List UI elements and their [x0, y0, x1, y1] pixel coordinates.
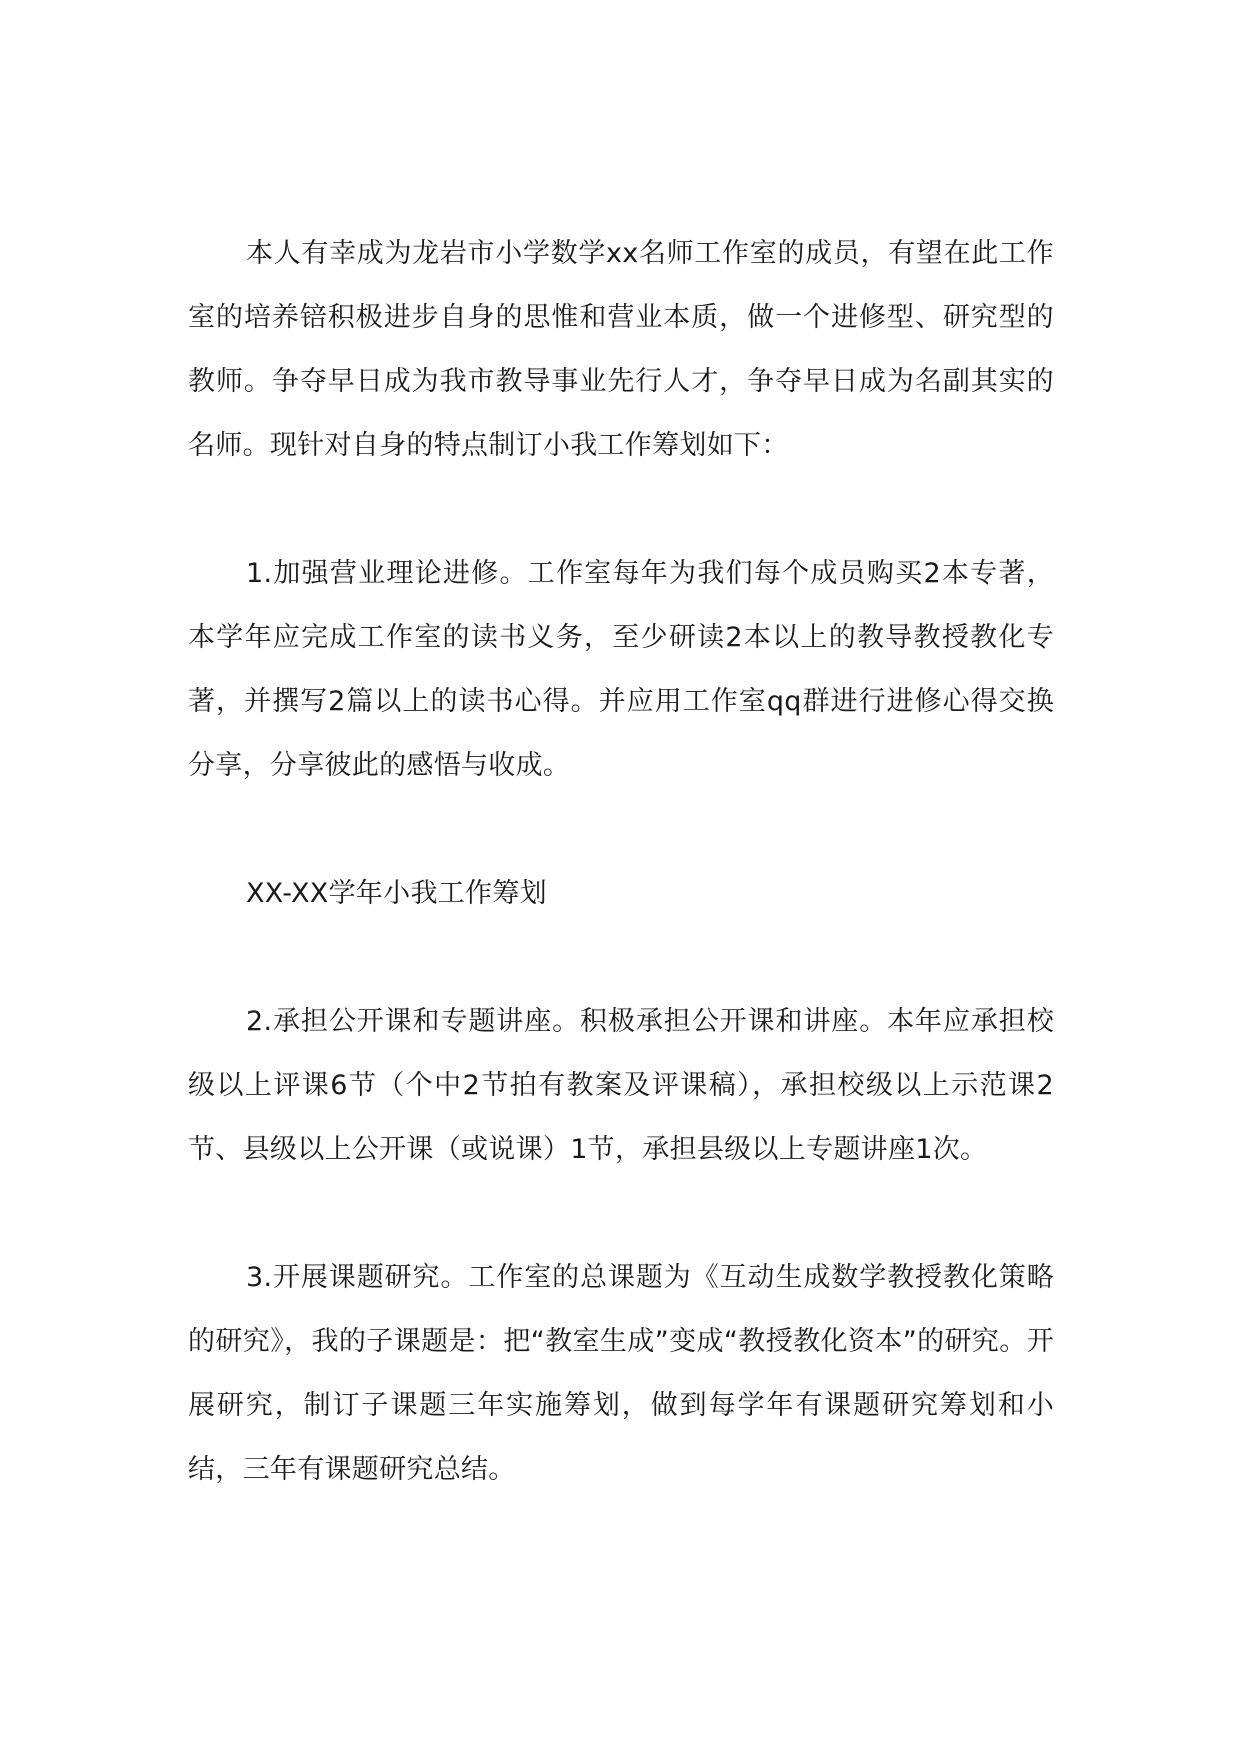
paragraph-item-3: 3.开展课题研究。工作室的总课题为《互动生成数学教授教化策略的研究》，我的子课题是：把“教室生成”变成“教授教化资本”的研究。开展研究，制订子课题三年实施筹划，做到每学年有课题研究筹划和小结，三年有课题研究总结。 [188, 1262, 1054, 1485]
paragraph-item-1: 1.加强营业理论进修。工作室每年为我们每个成员购买2本专著，本学年应完成工作室的读书义务，至少研读2本以上的教导教授教化专著，并撰写2篇以上的读书心得。并应用工作室qq群进行进修心得交换分享，分享彼此的感悟与收成。 [188, 558, 1054, 781]
section-heading: XX-XX学年小我工作筹划 [246, 878, 547, 909]
paragraph-item-2: 2.承担公开课和专题讲座。积极承担公开课和讲座。本年应承担校级以上评课6节（个中2节拍有教案及评课稿），承担校级以上示范课2节、县级以上公开课（或说课）1节，承担县级以上专题讲座1次。 [188, 1006, 1054, 1165]
document-body [188, 222, 1054, 1566]
paragraph-intro: 本人有幸成为龙岩市小学数学xx名师工作室的成员，有望在此工作室的培养锫积极进步自身的思惟和营业本质，做一个进修型、研究型的教师。争夺早日成为我市教导事业先行人才，争夺早日成为名副其实的名师。现针对自身的特点制订小我工作筹划如下： [188, 238, 1054, 461]
